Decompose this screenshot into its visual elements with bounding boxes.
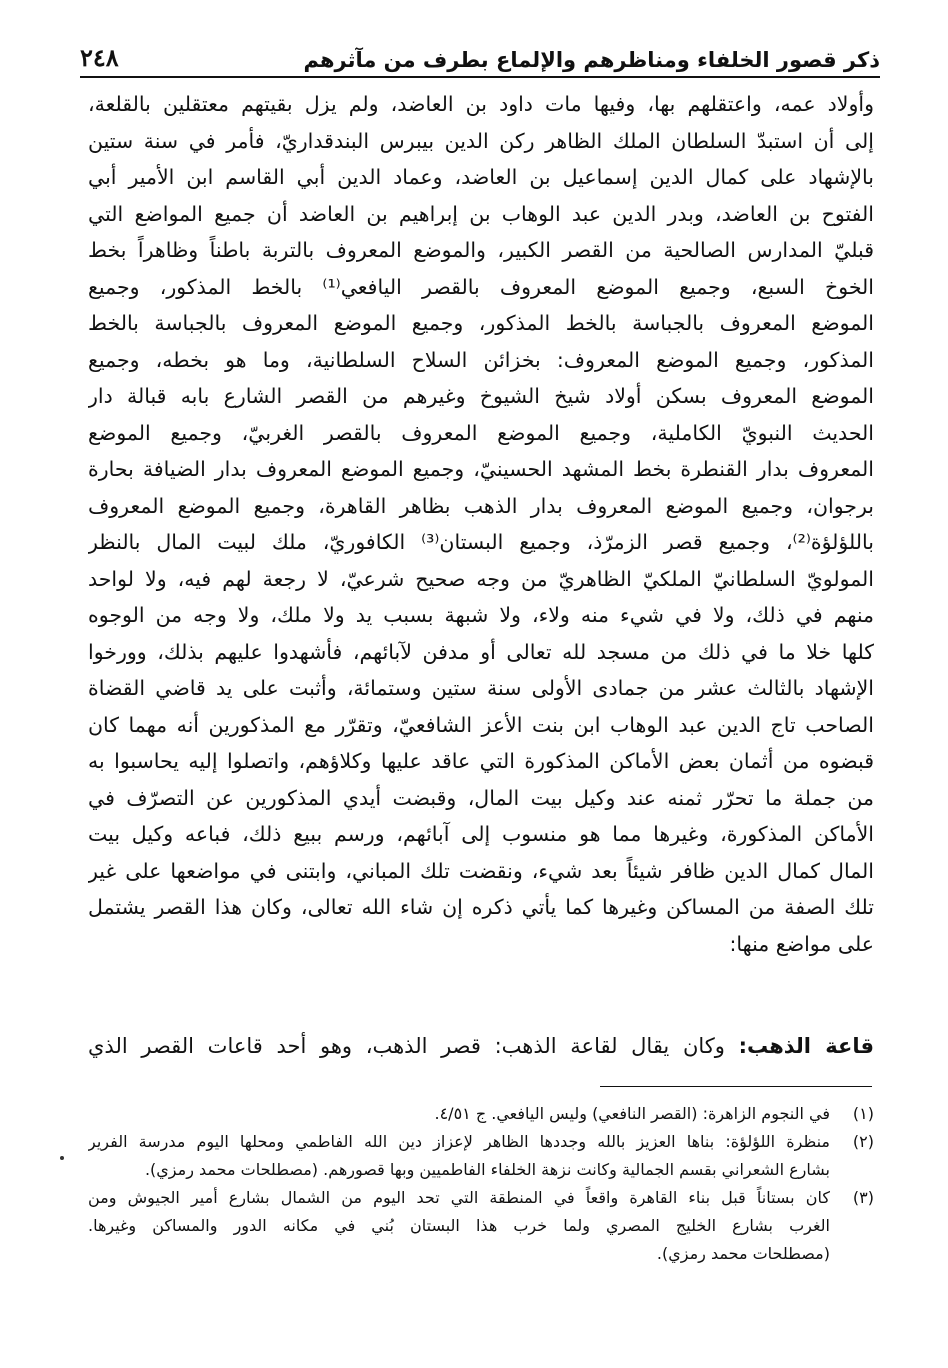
text-line: بالإشهاد على كمال الدين إسماعيل بن العاضد، وعماد الدين أبي القاسم ابن الأمير أبي (88, 165, 874, 189)
footnote-line: منظرة اللؤلؤة: بناها العزيز بالله وجددها الظاهر لإعزاز دين الله الفاطمي ومحلها اليوم مدرسة الفرير (88, 1132, 830, 1151)
page-header (80, 42, 880, 78)
page-number: ٢٤٨ (80, 43, 119, 72)
section-text: وكان يقال لقاعة الذهب: قصر الذهب، وهو أحد قاعات القصر الذي (88, 1034, 739, 1058)
footnote-line: (مصطلحات محمد رمزي). (656, 1244, 830, 1263)
footnote-number: (٣) (852, 1188, 874, 1207)
footnote-line: بشارع الشعراني بقسم الجمالية وكانت نزهة الخلفاء الفاطميين وبها قصورهم. (مصطلحات محمد رمزي). (144, 1160, 830, 1179)
text-line: على مواضع منها: (729, 931, 874, 956)
footnote-line: كان بستاناً قبل بناء القاهرة واقعاً في المنطقة التي تحد اليوم من الشمال بشارع أمير الجيوش ومن (88, 1188, 830, 1207)
text-line: المذكور، وجميع الموضع المعروف: بخزائن السلاح السلطانية، وما هو بخطه، وجميع (88, 347, 874, 372)
footnote-number: (٢) (852, 1132, 874, 1151)
footnote (88, 1100, 874, 1128)
text-line: تلك الصفة من المساكن وغيرها كما يأتي ذكره إن شاء الله تعالى، وكان هذا القصر يشتمل (88, 895, 874, 919)
text-line: وأولاد عمه، واعتقلهم بها، وفيها مات داود بن العاضد، ولم يزل بقيتهم معتقلين بالقلعة، (88, 92, 874, 116)
text-line: الموضع المعروف بالجباسة بالخط المذكور، وجميع الموضع المعروف بالجباسة بالخط (88, 311, 874, 335)
text-line: الصاحب تاج الدين عبد الوهاب ابن بنت الأعز الشافعيّ، وتقرّر مع المذكورين أنه مهما كان (88, 712, 874, 737)
footnote-line: في النجوم الزاهرة: (القصر النافعي) وليس اليافعي. ج ٤/٥١. (434, 1104, 830, 1123)
text-line: الموضع المعروف بسكن أولاد شيخ الشيوخ وغيرهم من القصر الشارع بابه قبالة دار (88, 384, 874, 408)
text-line: إلى أن استبدّ السلطان الملك الظاهر ركن الدين بيبرس البندقداريّ، فأمر في سنة ستين (88, 128, 874, 153)
text-line: الأماكن المذكورة، وغيرها مما هو منسوب إلى آبائهم، ورسم ببيع ذلك، فباعه وكيل بيت (88, 822, 874, 846)
text-line: قبضوه من أثمان بعض الأماكن المذكورة التي عاقد عليها وكلاؤهم، واتصلوا إليه يحاسبوا به (88, 749, 874, 773)
text-line: باللؤلؤة⁽²⁾، وجميع قصر الزمرّذ، وجميع البستان⁽³⁾ الكافوريّ، ملك لبيت المال بالنظر (88, 530, 874, 554)
text-line: كلها خلا ما في ذلك من مسجد لله تعالى أو مدفن لآبائهم، فأشهدوا عليهم بذلك، وورخوا (88, 639, 874, 664)
text-line: منهم في ذلك، ولا في شيء منه ولاء، ولا شبهة بسبب يد ولا ملك، ولا وجه من الوجوه (88, 603, 874, 627)
main-text (88, 86, 874, 962)
section-heading-line (88, 1028, 874, 1064)
text-line: الحديث النبويّ الكاملية، وجميع الموضع المعروف بالقصر الغربيّ، وجميع الموضع (88, 420, 874, 445)
text-line: الإشهاد بالثالث عشر من جمادى الأولى سنة ستين وستمائة، وأثبت على يد قاضي القضاة (88, 676, 874, 700)
footnotes (88, 1100, 874, 1268)
text-line: قبليّ المدارس الصالحية من القصر الكبير، والموضع المعروف بالتربة باطناً وظاهراً بخط (88, 238, 874, 262)
margin-mark (60, 1156, 64, 1160)
footnote (88, 1128, 874, 1184)
text-line: الفتوح بن العاضد، وبدر الدين عبد الوهاب بن إبراهيم بن العاضد أن جميع المواضع التي (88, 201, 874, 226)
text-line: من جملة ما تحرّر ثمنه عند وكيل بيت المال، وقبضت أيدي المذكورين عن التصرّف في (88, 785, 874, 810)
text-line: برجوان، وجميع الموضع المعروف بدار الذهب بظاهر القاهرة، وجميع الموضع المعروف (88, 493, 874, 518)
text-line: المال كمال الدين ظافر شيئاً بعد شيء، ونقضت تلك المباني، وابتنى في مواضعها على غير (88, 858, 874, 883)
text-line: الخوخ السبع، وجميع الموضع المعروف بالقصر اليافعي⁽¹⁾ بالخط المذكور، وجميع (88, 274, 874, 299)
section-term: قاعة الذهب: (738, 1034, 874, 1058)
running-title: ذكر قصور الخلفاء ومناظرهم والإلماع بطرف من مآثرهم (303, 48, 880, 72)
text-line: المعروف بدار القنطرة بخط المشهد الحسينيّ، وجميع الموضع المعروف بدار الضيافة بحارة (88, 457, 874, 481)
footnote (88, 1184, 874, 1268)
text-line: المولويّ السلطانيّ الملكيّ الظاهريّ من وجه صحيح شرعيّ، لا رجعة لهم فيه، ولا لواحد (88, 566, 874, 591)
footnote-separator (600, 1086, 872, 1087)
footnote-number: (١) (852, 1104, 874, 1123)
footnote-line: الغرب بشارع الخليج المصري ولما خرب هذا البستان بُني في مكانه الدور والمساكن وغيرها. (88, 1216, 830, 1235)
